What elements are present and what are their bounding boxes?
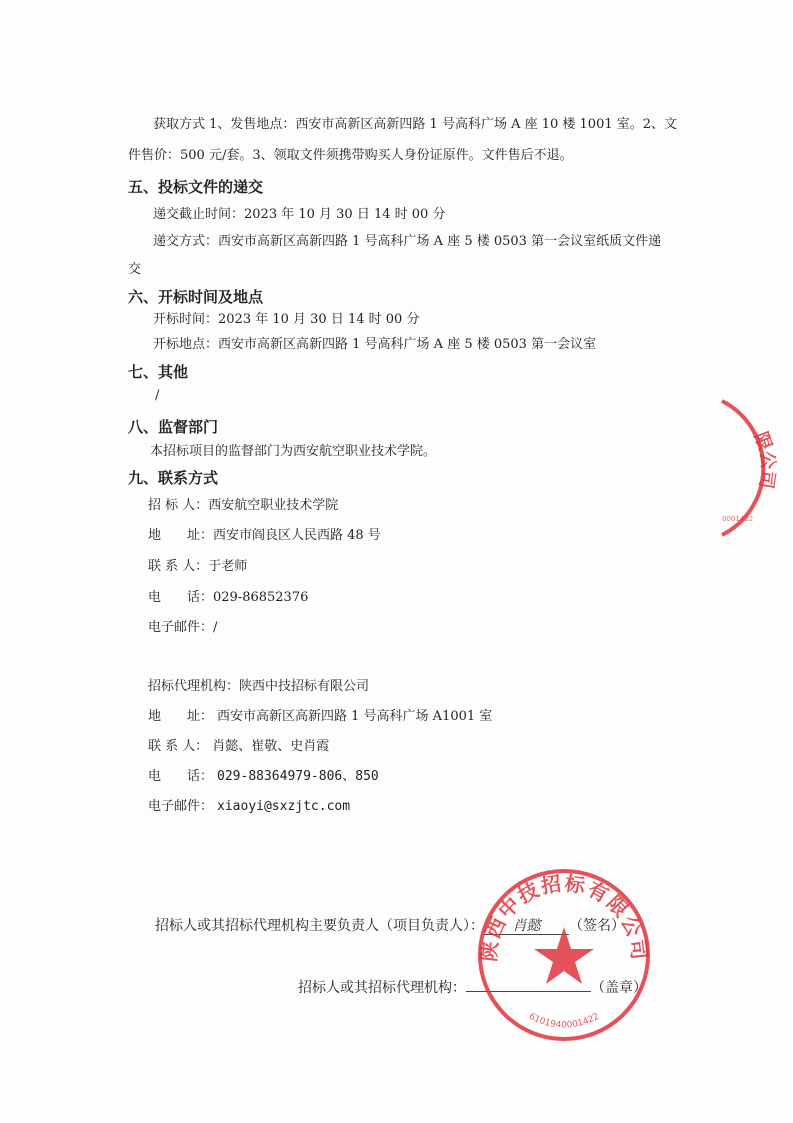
edge-seal-text: 限公司 [749, 429, 779, 491]
tenderer-name: 招 标 人：西安航空职业技术学院 [148, 498, 339, 513]
tenderer-email: 电子邮件：/ [148, 620, 218, 635]
agency-email: xiaoyi@sxzjtc.com [217, 799, 351, 814]
agency-contact-row [148, 739, 329, 755]
section-9-heading: 九、联系方式 [128, 469, 219, 487]
section-5-heading: 五、投标文件的递交 [128, 178, 264, 196]
agency-phone: 029-88364979-806、850 [217, 769, 379, 784]
handwritten-signature: 肖懿 [484, 918, 569, 935]
acquisition-line-1: 获取方式 1、发售地点：西安市高新区高新四路 1 号高科广场 A 座 10 楼 1001 室。2、文 [153, 117, 678, 132]
supervision-content: 本招标项目的监督部门为西安航空职业技术学院。 [150, 444, 437, 459]
agency-contact: 肖懿、崔敬、史肖霞 [212, 739, 330, 754]
agency-address-row [148, 709, 492, 725]
agency-contact-label: 联 系 人： [148, 739, 209, 754]
acquisition-line-2: 件售价：500 元/套。3、领取文件须携带购买人身份证原件。文件售后不退。 [128, 148, 573, 163]
agency-phone-label: 电 话： [148, 769, 214, 784]
signature-line-1-suffix: （签名） [569, 918, 625, 934]
agency-name: 招标代理机构：陕西中技招标有限公司 [148, 679, 370, 694]
agency-address: 西安市高新区高新四路 1 号高科广场 A1001 室 [217, 709, 493, 724]
submission-method-line-1: 递交方式：西安市高新区高新四路 1 号高科广场 A 座 5 楼 0503 第一会议室纸质文件递 [153, 234, 662, 249]
agency-address-label: 地 址： [148, 709, 214, 724]
section-6-heading: 六、开标时间及地点 [128, 288, 264, 306]
signature-line-1-text: 招标人或其招标代理机构主要负责人（项目负责人）： [155, 918, 484, 934]
signature-line-2-text: 招标人或其招标代理机构： [298, 980, 466, 996]
section-7-heading: 七、其他 [128, 363, 189, 381]
seal-star [534, 927, 594, 984]
signature-line-2-suffix: （盖章） [591, 980, 647, 996]
company-seal [474, 865, 654, 1045]
tenderer-phone: 电 话：029-86852376 [148, 590, 309, 605]
opening-time: 开标时间：2023 年 10 月 30 日 14 时 00 分 [153, 312, 420, 327]
section-8-heading: 八、监督部门 [128, 418, 219, 436]
agency-email-row [148, 799, 350, 815]
tenderer-address: 地 址：西安市阎良区人民西路 48 号 [148, 528, 381, 543]
other-content: / [155, 388, 160, 403]
edge-seal-number: 0001422 [722, 515, 754, 523]
opening-place: 开标地点：西安市高新区高新四路 1 号高科广场 A 座 5 楼 0503 第一会议室 [153, 337, 597, 352]
agency-email-label: 电子邮件： [148, 799, 214, 814]
submission-deadline: 递交截止时间：2023 年 10 月 30 日 14 时 00 分 [153, 207, 446, 222]
submission-method-line-2: 交 [128, 262, 142, 277]
agency-phone-row [148, 769, 379, 785]
tenderer-contact: 联 系 人：于老师 [148, 559, 248, 574]
edge-seal [718, 393, 793, 543]
seal-text: 陕西中技招标有限公司 [476, 870, 652, 963]
seal-number: 6101940001422 [526, 1011, 602, 1031]
